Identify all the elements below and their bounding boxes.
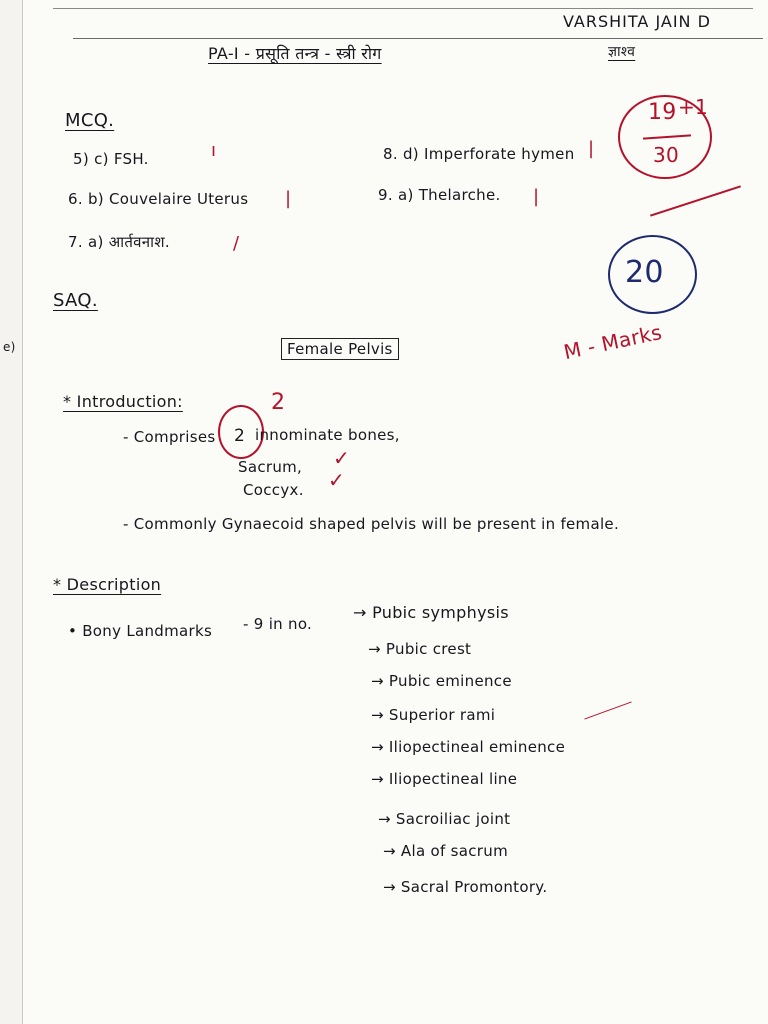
paper-title: PA-I - प्रसूति तन्त्र - स्त्री रोग (208, 44, 382, 63)
red-check: ✓ (333, 446, 351, 470)
roll-number: ज्ञाश्व (608, 44, 636, 60)
student-name: VARSHITA JAIN D (563, 12, 711, 31)
mcq-answer-9: 9. a) Thelarche. (378, 186, 501, 204)
answer-sheet (3, 0, 768, 1024)
landmark-item: → Iliopectineal eminence (371, 738, 566, 756)
intro-line-gynaecoid: - Commonly Gynaecoid shaped pelvis will be present in female. (123, 515, 620, 533)
header-rule (73, 38, 763, 39)
landmark-item: → Sacroiliac joint (378, 810, 511, 828)
mcq-answer-7: 7. a) आर्तवनाश. (68, 233, 170, 251)
marks-remark: M - Marks (561, 319, 665, 365)
red-check: | (533, 186, 540, 207)
landmark-item: → Pubic crest (368, 640, 472, 658)
bony-landmarks-label: • Bony Landmarks (68, 622, 213, 640)
landmark-item: → Pubic symphysis (353, 603, 509, 622)
intro-line-count: 2 (234, 426, 246, 446)
saq-heading: SAQ. (53, 290, 98, 311)
landmark-item: → Superior rami (371, 706, 496, 724)
intro-line-sacrum: Sacrum, (238, 458, 303, 476)
red-annotation: 2 (271, 390, 286, 415)
bony-landmarks-count: - 9 in no. (243, 615, 313, 633)
landmark-item: → Pubic eminence (371, 672, 512, 690)
mcq-score: 19 (648, 100, 677, 125)
red-check: / (233, 233, 240, 254)
top-rule (53, 8, 753, 9)
intro-line-comprises: - Comprises (123, 428, 216, 446)
question-marker: e) (3, 340, 16, 354)
landmark-item: → Iliopectineal line (371, 770, 518, 788)
mcq-answer-8: 8. d) Imperforate hymen (383, 145, 575, 163)
red-check: | (588, 138, 595, 159)
mcq-score-bonus: +1 (678, 95, 709, 119)
saq-score: 20 (625, 255, 664, 290)
red-mark (584, 701, 631, 719)
red-strike (650, 185, 741, 216)
intro-line-bones: innominate bones, (255, 426, 400, 444)
red-check: ı (211, 140, 217, 161)
mcq-answer-5: 5) c) FSH. (73, 150, 149, 168)
introduction-heading: * Introduction: (63, 392, 183, 411)
landmark-item: → Sacral Promontory. (383, 878, 548, 896)
red-check: | (285, 188, 292, 209)
red-check: ✓ (328, 468, 346, 492)
mcq-heading: MCQ. (65, 110, 115, 131)
mcq-answer-6: 6. b) Couvelaire Uterus (68, 190, 249, 208)
mcq-score-total: 30 (653, 143, 680, 167)
landmark-item: → Ala of sacrum (383, 842, 508, 860)
intro-line-coccyx: Coccyx. (243, 481, 304, 499)
topic-title: Female Pelvis (281, 338, 399, 360)
description-heading: * Description (53, 575, 162, 594)
